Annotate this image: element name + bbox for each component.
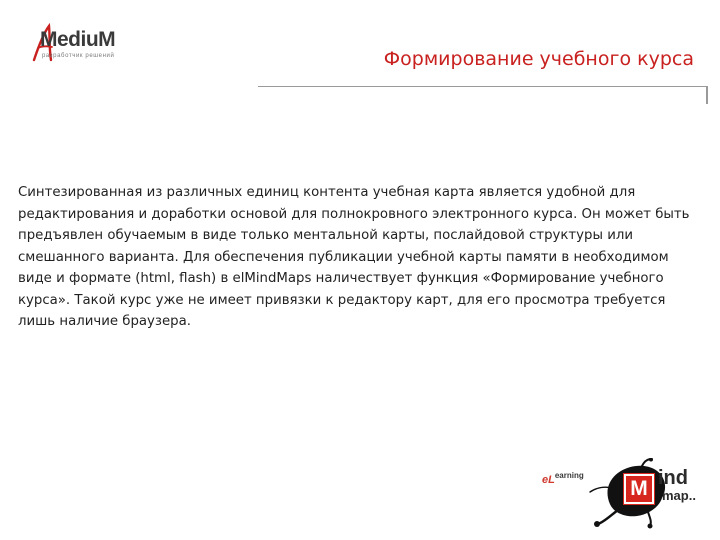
title-divider — [258, 86, 706, 87]
elmindmaps-logo — [538, 458, 708, 530]
elearning-rest: earning — [554, 471, 584, 480]
company-logo — [30, 22, 150, 64]
map-label: map.. — [662, 488, 696, 503]
body-paragraph: Синтезированная из различных единиц контента учебная карта является удобной для редактирования и доработки основой для полнокровного электронного курса. Он может быть предъявлен обучаемым в виде только ментальной карты, послайдовой структуры или смешанного варианта. Для обеспечения публикации учебной карты памяти в необходимом виде и формате (html, flash) в elMindMaps наличествует функция «Формирование учебного курса». Такой курс уже не имеет привязки к редактору карт, для его просмотра требуется лишь наличие браузера. — [18, 185, 690, 329]
page-title: Формирование учебного курса — [383, 48, 694, 70]
logo-tagline: разработчик решений — [42, 53, 115, 59]
mind-rest: ind — [658, 467, 688, 489]
logo-wordmark: MediuM — [40, 28, 116, 51]
mind-m-box: M — [624, 474, 654, 504]
elearning-label — [542, 471, 584, 486]
elearning-prefix: eL — [542, 474, 555, 486]
title-divider-tick — [706, 86, 708, 104]
